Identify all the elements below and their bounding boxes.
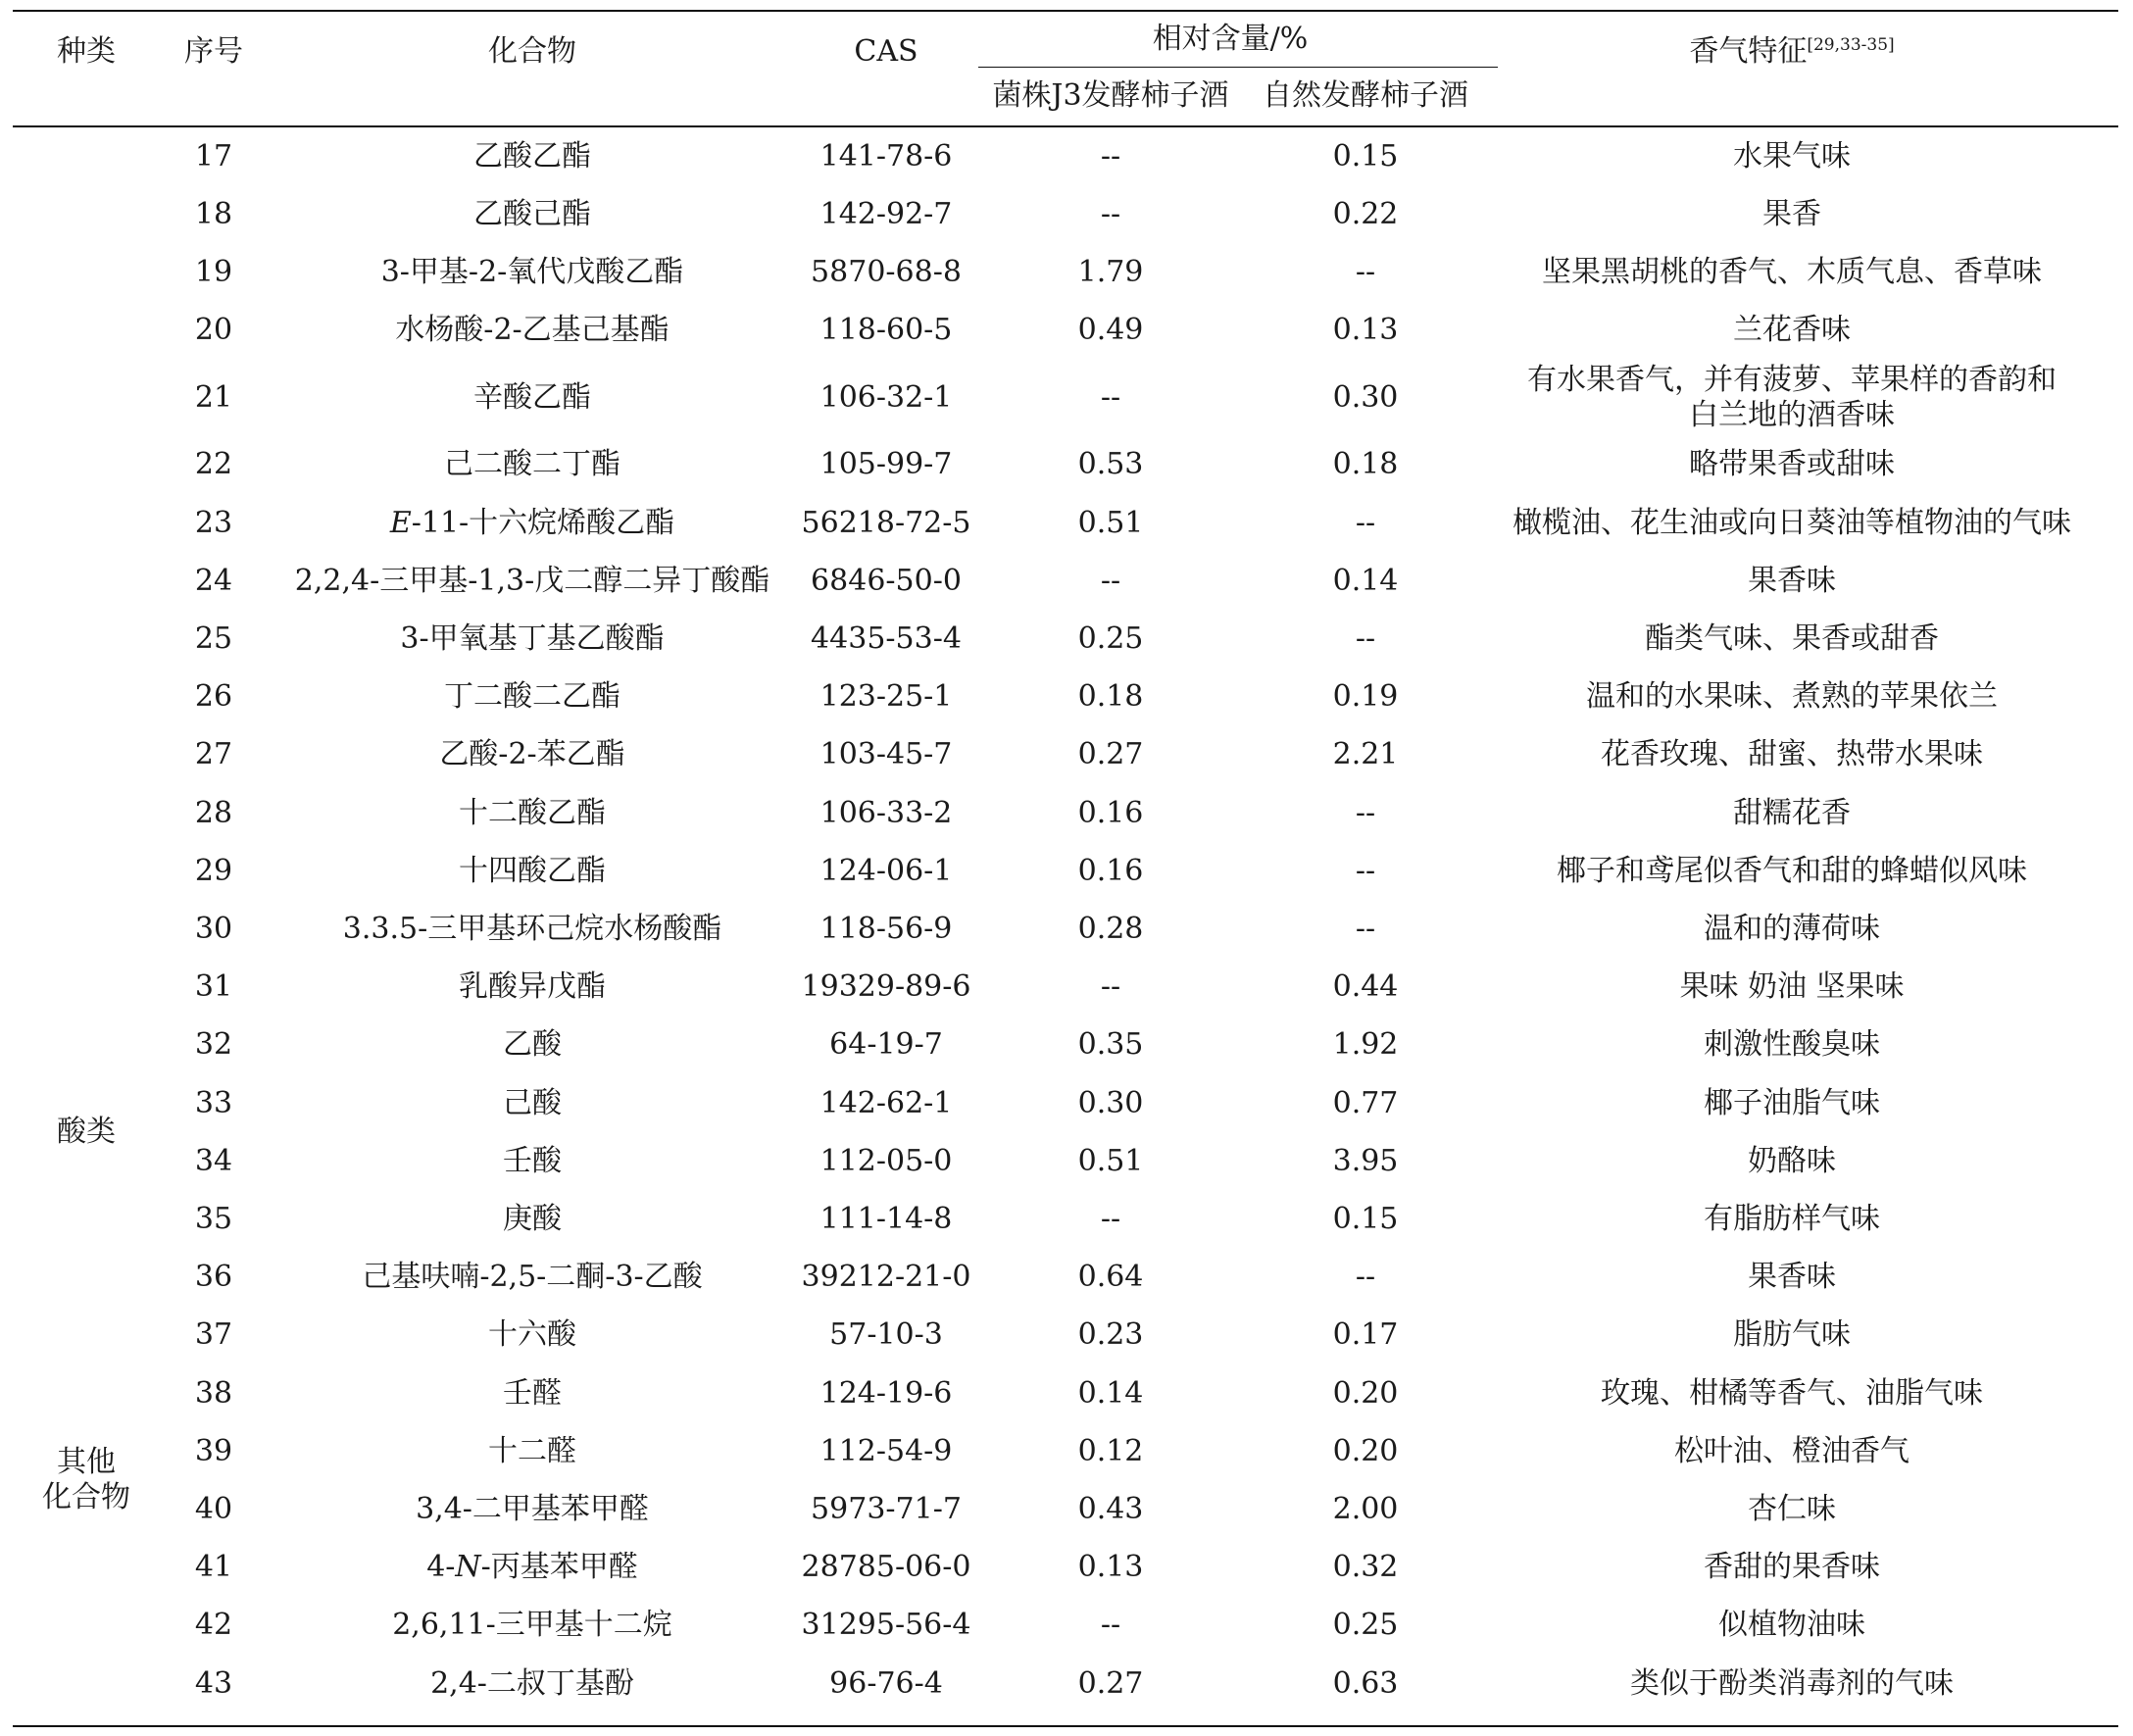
- header-content-j3: 菌株J3发酵柿子酒: [992, 78, 1229, 113]
- cell-compound: 乙酸-2-苯乙酯: [439, 737, 625, 772]
- cell-content-j3: 0.49: [1077, 313, 1144, 348]
- cell-cas: 57-10-3: [829, 1317, 943, 1353]
- cell-content-j3: 0.27: [1077, 737, 1144, 772]
- cell-aroma: 类似于酚类消毒剂的气味: [1630, 1665, 1954, 1701]
- cell-compound: 庚酸: [503, 1202, 562, 1236]
- cell-cas: 141-78-6: [819, 138, 953, 174]
- cell-aroma: 橄榄油、花生油或向日葵油等植物油的气味: [1513, 505, 2071, 540]
- cell-seq: 21: [194, 379, 233, 415]
- cell-seq: 20: [194, 313, 233, 348]
- cell-content-j3: 0.28: [1077, 912, 1144, 946]
- header-aroma-ref: [29,33-35]: [1807, 35, 1895, 55]
- cell-content-j3: 0.16: [1077, 795, 1144, 830]
- cell-seq: 29: [194, 853, 233, 888]
- cell-aroma: 果味 奶油 坚果味: [1679, 969, 1905, 1005]
- cell-content-natural: 0.20: [1332, 1375, 1399, 1411]
- cell-aroma: 脂肪气味: [1733, 1317, 1851, 1353]
- cell-seq: 18: [194, 196, 233, 231]
- cell-cas: 4435-53-4: [811, 621, 962, 656]
- cell-aroma: 椰子油脂气味: [1704, 1085, 1880, 1120]
- cell-content-natural: 0.22: [1332, 196, 1399, 231]
- cell-seq: 41: [194, 1550, 233, 1585]
- top-rule: [13, 10, 2118, 12]
- cell-content-natural: 0.30: [1332, 379, 1399, 415]
- cell-compound: 乙酸乙酯: [473, 138, 591, 174]
- cell-content-j3: 0.53: [1077, 447, 1144, 482]
- cell-compound: 3-甲基-2-氧代戊酸乙酯: [380, 255, 684, 289]
- cell-content-natural: 2.00: [1332, 1492, 1399, 1526]
- cell-content-natural: 0.19: [1332, 679, 1399, 715]
- cell-cas: 28785-06-0: [801, 1550, 971, 1585]
- cell-cas: 124-19-6: [819, 1375, 953, 1411]
- cell-content-natural: 1.92: [1332, 1027, 1399, 1063]
- cell-compound: 丁二酸二乙酯: [444, 679, 620, 715]
- cell-aroma: 温和的薄荷味: [1704, 912, 1880, 946]
- cell-compound: 己二酸二丁酯: [444, 447, 620, 482]
- cell-content-j3: 0.18: [1077, 679, 1144, 715]
- header-content-natural: 自然发酵柿子酒: [1263, 78, 1468, 113]
- cell-content-j3: 0.23: [1077, 1317, 1144, 1353]
- cell-content-j3: 1.79: [1077, 255, 1144, 289]
- content-group-rule: [978, 67, 1498, 68]
- cell-content-j3: 0.13: [1077, 1550, 1144, 1585]
- cell-cas: 39212-21-0: [801, 1260, 971, 1295]
- cell-content-natural: 0.15: [1332, 1202, 1399, 1236]
- cell-seq: 36: [194, 1260, 233, 1295]
- header-compound: 化合物: [488, 34, 576, 69]
- cell-seq: 26: [194, 679, 233, 715]
- cell-content-j3: 0.35: [1077, 1027, 1144, 1063]
- cell-cas: 5973-71-7: [811, 1492, 962, 1526]
- cell-cas: 6846-50-0: [811, 563, 962, 598]
- cell-content-j3: --: [1100, 563, 1121, 598]
- cell-compound: 十六酸: [488, 1317, 576, 1353]
- cell-compound: 辛酸乙酯: [473, 379, 591, 415]
- cell-content-j3: --: [1100, 138, 1121, 174]
- cell-compound: 2,2,4-三甲基-1,3-戊二醇二异丁酸酯: [294, 563, 770, 598]
- cell-content-natural: 0.20: [1332, 1433, 1399, 1468]
- cell-cas: 111-14-8: [819, 1202, 953, 1236]
- bottom-rule: [13, 1725, 2118, 1727]
- cell-seq: 37: [194, 1317, 233, 1353]
- cell-cas: 19329-89-6: [801, 969, 971, 1005]
- cell-cas: 123-25-1: [819, 679, 953, 715]
- cell-aroma: 刺激性酸臭味: [1704, 1027, 1880, 1063]
- cell-aroma: 玫瑰、柑橘等香气、油脂气味: [1601, 1375, 1983, 1411]
- cell-seq: 38: [194, 1375, 233, 1411]
- cell-compound: 3.3.5-三甲基环己烷水杨酸酯: [342, 912, 722, 946]
- cell-content-j3: 0.64: [1077, 1260, 1144, 1295]
- cell-seq: 34: [194, 1143, 233, 1178]
- cell-content-j3: 0.43: [1077, 1492, 1144, 1526]
- cell-compound: 己酸: [503, 1085, 562, 1120]
- cell-compound: 乳酸异戊酯: [459, 969, 606, 1005]
- cell-content-j3: 0.14: [1077, 1375, 1144, 1411]
- cell-seq: 33: [194, 1085, 233, 1120]
- cell-compound: 己基呋喃-2,5-二酮-3-乙酸: [362, 1260, 703, 1295]
- cell-aroma: 松叶油、橙油香气: [1674, 1433, 1910, 1468]
- cell-aroma: 兰花香味: [1733, 313, 1851, 348]
- cell-compound: 乙酸: [503, 1027, 562, 1063]
- cell-compound: 十二醛: [488, 1433, 576, 1468]
- cell-cas: 112-05-0: [819, 1143, 953, 1178]
- cell-content-natural: 0.18: [1332, 447, 1399, 482]
- cell-aroma: 温和的水果味、煮熟的苹果依兰: [1586, 679, 1998, 715]
- cell-seq: 43: [194, 1665, 233, 1701]
- cell-seq: 32: [194, 1027, 233, 1063]
- cell-seq: 39: [194, 1433, 233, 1468]
- cell-aroma: 奶酪味: [1748, 1143, 1836, 1178]
- cell-content-j3: --: [1100, 196, 1121, 231]
- header-cas: CAS: [854, 34, 918, 69]
- header-content-group: 相对含量/%: [1152, 22, 1309, 56]
- cell-seq: 42: [194, 1608, 233, 1643]
- cell-content-j3: 0.25: [1077, 621, 1144, 656]
- cell-content-j3: 0.51: [1077, 1143, 1144, 1178]
- cell-aroma: 花香玫瑰、甜蜜、热带水果味: [1601, 737, 1983, 772]
- cell-compound: 水杨酸-2-乙基己基酯: [395, 313, 670, 348]
- cell-content-natural: --: [1355, 255, 1376, 289]
- cell-seq: 19: [194, 255, 233, 289]
- cell-cas: 56218-72-5: [801, 505, 971, 540]
- cell-compound: 壬酸: [503, 1143, 562, 1178]
- cell-cas: 64-19-7: [829, 1027, 943, 1063]
- cell-compound: 乙酸己酯: [473, 196, 591, 231]
- cell-compound: 2,4-二叔丁基酚: [430, 1665, 634, 1701]
- header-seq: 序号: [184, 34, 243, 69]
- cell-content-natural: 0.63: [1332, 1665, 1399, 1701]
- cell-compound: 2,6,11-三甲基十二烷: [392, 1608, 672, 1643]
- header-rule: [13, 125, 2118, 127]
- cell-content-natural: 0.13: [1332, 313, 1399, 348]
- cell-cas: 31295-56-4: [801, 1608, 971, 1643]
- cell-aroma: 水果气味: [1733, 138, 1851, 174]
- cell-cas: 124-06-1: [819, 853, 953, 888]
- cell-aroma: 甜糯花香: [1733, 795, 1851, 830]
- cell-cas: 112-54-9: [819, 1433, 953, 1468]
- cell-aroma: 似植物油味: [1718, 1608, 1865, 1643]
- cell-content-j3: 0.51: [1077, 505, 1144, 540]
- cell-cas: 96-76-4: [829, 1665, 943, 1701]
- cell-cas: 106-32-1: [819, 379, 953, 415]
- cell-content-natural: 0.77: [1332, 1085, 1399, 1120]
- cell-cas: 5870-68-8: [811, 255, 962, 289]
- cell-seq: 30: [194, 912, 233, 946]
- cell-compound: 壬醛: [503, 1375, 562, 1411]
- cell-compound: 3-甲氧基丁基乙酸酯: [400, 621, 665, 656]
- cell-seq: 40: [194, 1492, 233, 1526]
- cell-cas: 142-62-1: [819, 1085, 953, 1120]
- cell-aroma: 椰子和鸢尾似香气和甜的蜂蜡似风味: [1557, 853, 2027, 888]
- cell-content-natural: 0.14: [1332, 563, 1399, 598]
- cell-compound: 十四酸乙酯: [459, 853, 606, 888]
- cell-cas: 105-99-7: [819, 447, 953, 482]
- cell-seq: 31: [194, 969, 233, 1005]
- cell-content-j3: 0.16: [1077, 853, 1144, 888]
- cell-seq: 25: [194, 621, 233, 656]
- cell-content-natural: --: [1355, 1260, 1376, 1295]
- cell-aroma: 坚果黑胡桃的香气、木质气息、香草味: [1542, 255, 2042, 289]
- cell-content-natural: 0.15: [1332, 138, 1399, 174]
- cell-compound: E-11-十六烷烯酸乙酯: [389, 505, 675, 540]
- header-category: 种类: [57, 34, 116, 69]
- cell-cas: 118-56-9: [819, 912, 953, 946]
- cell-seq: 17: [194, 138, 233, 174]
- cell-aroma: 略带果香或甜味: [1689, 447, 1895, 482]
- cell-compound: 4-N-丙基苯甲醛: [426, 1550, 638, 1585]
- group-label: 其他 化合物: [42, 1445, 130, 1515]
- cell-aroma: 杏仁味: [1748, 1492, 1836, 1526]
- cell-aroma: 果香味: [1748, 563, 1836, 598]
- cell-content-j3: 0.12: [1077, 1433, 1144, 1468]
- cell-aroma: 果香味: [1748, 1260, 1836, 1295]
- cell-aroma: 有水果香气，并有菠萝、苹果样的香韵和 白兰地的酒香味: [1527, 362, 2057, 432]
- cell-content-natural: 0.25: [1332, 1608, 1399, 1643]
- group-label: 酸类: [57, 1115, 116, 1150]
- cell-compound: 十二酸乙酯: [459, 795, 606, 830]
- cell-aroma: 果香: [1762, 196, 1821, 231]
- cell-content-natural: 2.21: [1332, 737, 1399, 772]
- cell-content-natural: 0.32: [1332, 1550, 1399, 1585]
- cell-content-natural: 0.44: [1332, 969, 1399, 1005]
- cell-cas: 106-33-2: [819, 795, 953, 830]
- cell-cas: 103-45-7: [819, 737, 953, 772]
- cell-seq: 35: [194, 1202, 233, 1236]
- cell-content-j3: 0.30: [1077, 1085, 1144, 1120]
- cell-seq: 28: [194, 795, 233, 830]
- cell-content-j3: --: [1100, 1608, 1121, 1643]
- header-aroma-text: 香气特征: [1689, 34, 1808, 69]
- cell-aroma: 酯类气味、果香或甜香: [1645, 621, 1939, 656]
- cell-content-natural: 0.17: [1332, 1317, 1399, 1353]
- cell-seq: 23: [194, 505, 233, 540]
- cell-seq: 24: [194, 563, 233, 598]
- cell-cas: 118-60-5: [819, 313, 953, 348]
- cell-seq: 22: [194, 447, 233, 482]
- cell-content-j3: --: [1100, 379, 1121, 415]
- header-aroma: [1689, 34, 1894, 70]
- cell-content-natural: --: [1355, 795, 1376, 830]
- cell-compound: 3,4-二甲基苯甲醛: [416, 1492, 649, 1526]
- cell-content-j3: 0.27: [1077, 1665, 1144, 1701]
- cell-cas: 142-92-7: [819, 196, 953, 231]
- cell-content-j3: --: [1100, 1202, 1121, 1236]
- cell-aroma: 有脂肪样气味: [1704, 1202, 1880, 1236]
- cell-content-natural: --: [1355, 853, 1376, 888]
- cell-content-natural: --: [1355, 912, 1376, 946]
- cell-content-j3: --: [1100, 969, 1121, 1005]
- cell-aroma: 香甜的果香味: [1704, 1550, 1880, 1585]
- cell-content-natural: --: [1355, 621, 1376, 656]
- cell-content-natural: --: [1355, 505, 1376, 540]
- cell-seq: 27: [194, 737, 233, 772]
- cell-content-natural: 3.95: [1332, 1143, 1399, 1178]
